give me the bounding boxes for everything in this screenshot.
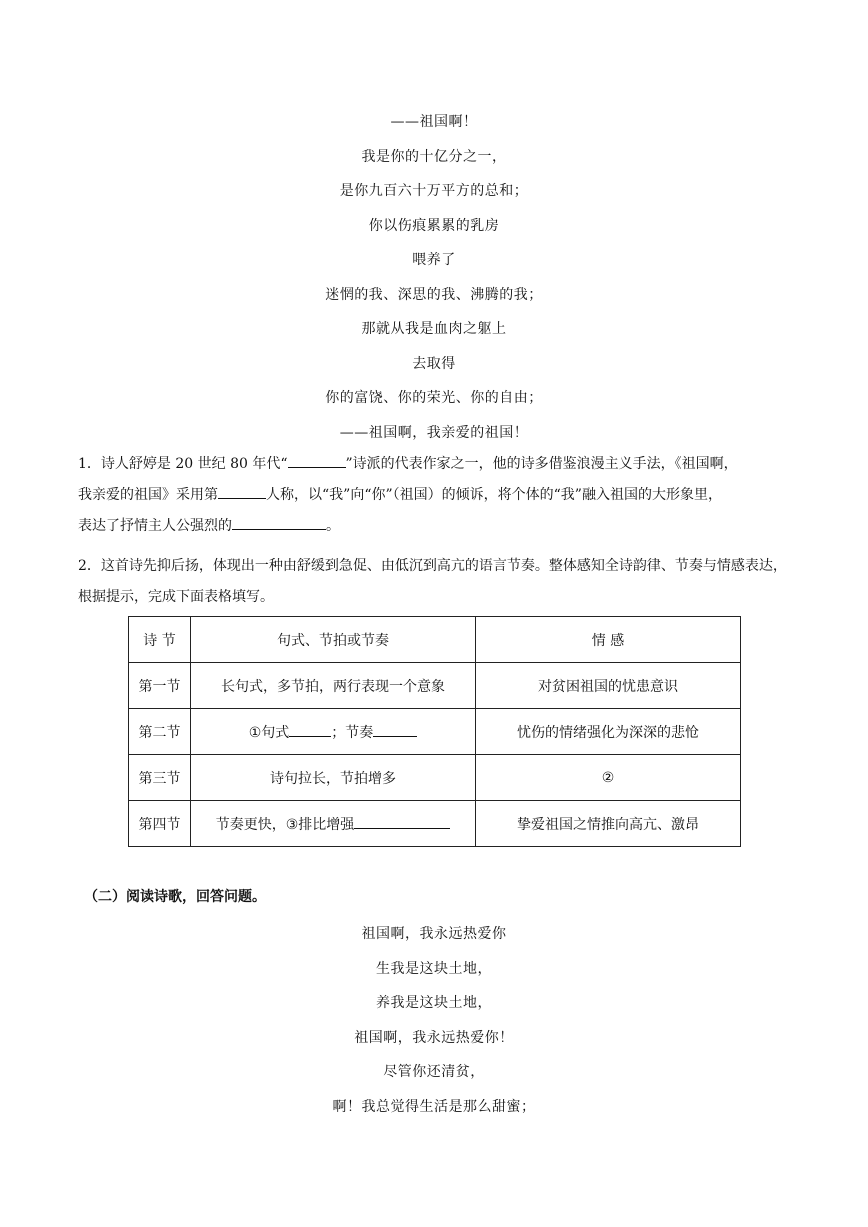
table-cell: 第二节: [129, 709, 191, 755]
answer-blank[interactable]: [354, 816, 450, 829]
question-text: 人称，以“我”向“你”（祖国）的倾诉，将个体的“我”融入祖国的大形象里，: [266, 487, 722, 503]
poem-line: 尽管你还清贫，: [383, 1064, 485, 1081]
poem-line: ——祖国啊！: [390, 114, 478, 130]
table-cell: ②: [476, 755, 741, 801]
answer-blank[interactable]: [289, 724, 331, 737]
question-text: 表达了抒情主人公强烈的: [78, 518, 232, 534]
answer-blank[interactable]: [218, 486, 266, 499]
answer-blank[interactable]: [373, 724, 417, 737]
poem-line: 生我是这块土地，: [376, 960, 492, 977]
table-cell: 诗句拉长，节拍增多: [191, 755, 476, 801]
table-cell: 第一节: [129, 663, 191, 709]
question-text: 诗人舒婷是 20 世纪 80 年代“: [100, 456, 288, 472]
table-cell: 长句式，多节拍，两行表现一个意象: [191, 663, 476, 709]
poem-line: 我是你的十亿分之一，: [361, 148, 507, 165]
table-row: [129, 801, 741, 847]
table-cell-text: ；节奏: [331, 724, 374, 741]
answer-blank[interactable]: [288, 455, 346, 468]
table-header-cell: 情 感: [476, 617, 741, 663]
table-header-row: [129, 617, 741, 663]
question-text: 。: [326, 518, 340, 534]
table-cell: 挚爱祖国之情推向高亢、激昂: [476, 801, 741, 847]
poem-line: 祖国啊，我永远热爱你: [361, 926, 507, 942]
question-1: [78, 449, 794, 542]
table-cell-text: ①句式: [248, 724, 290, 741]
poem-line: 啊！我总觉得生活是那么甜蜜；: [332, 1098, 536, 1115]
question-text: 这首诗先抑后扬，体现出一种由舒缓到急促、由低沉到高亢的语言节奏。整体感知全诗韵律、节奏与情感表达，根据提示，完成下面表格填写。: [78, 558, 787, 605]
question-number: 2．: [78, 558, 101, 574]
poem-line: ——祖国啊，我亲爱的祖国！: [339, 424, 529, 441]
table-cell: 第四节: [129, 801, 191, 847]
section-heading: （二）阅读诗歌，回答问题。: [84, 889, 266, 905]
table-cell: 忧伤的情绪强化为深深的悲怆: [476, 709, 741, 755]
poem-line: 喂养了: [412, 252, 456, 268]
question-text: 我亲爱的祖国》采用第: [78, 487, 218, 503]
poem-line: 去取得: [412, 355, 456, 372]
poem-line: 是你九百六十万平方的总和；: [339, 183, 529, 199]
question-text: ”诗派的代表作家之一，他的诗多借鉴浪漫主义手法，《祖国啊，: [345, 456, 738, 472]
table-header-cell: 句式、节拍或节奏: [191, 617, 476, 663]
poem-excerpt-1: [0, 110, 868, 455]
table-row: [129, 709, 741, 755]
table-cell: 对贫困祖国的忧患意识: [476, 663, 741, 709]
table-header-cell: 诗 节: [129, 617, 191, 663]
question-2: [78, 551, 794, 613]
poem-line: 迷惘的我、深思的我、沸腾的我；: [325, 286, 543, 303]
table-cell-text: 节奏更快，③排比增强: [215, 816, 355, 833]
poem-line: 那就从我是血肉之躯上: [361, 321, 507, 337]
table-row: [129, 755, 741, 801]
table-row: [129, 663, 741, 709]
poem-line: 你以伤痕累累的乳房: [368, 217, 500, 234]
poem-excerpt-2: [0, 922, 868, 1130]
question-number: 1．: [78, 456, 101, 472]
table-cell: [191, 801, 476, 847]
answer-blank[interactable]: [232, 517, 326, 530]
rhythm-emotion-table: [128, 616, 741, 847]
table-cell: 第三节: [129, 755, 191, 801]
poem-line: 养我是这块土地，: [376, 995, 492, 1012]
poem-line: 你的富饶、你的荣光、你的自由；: [325, 390, 543, 406]
poem-line: 祖国啊，我永远热爱你！: [354, 1029, 514, 1046]
table-cell: [191, 709, 476, 755]
